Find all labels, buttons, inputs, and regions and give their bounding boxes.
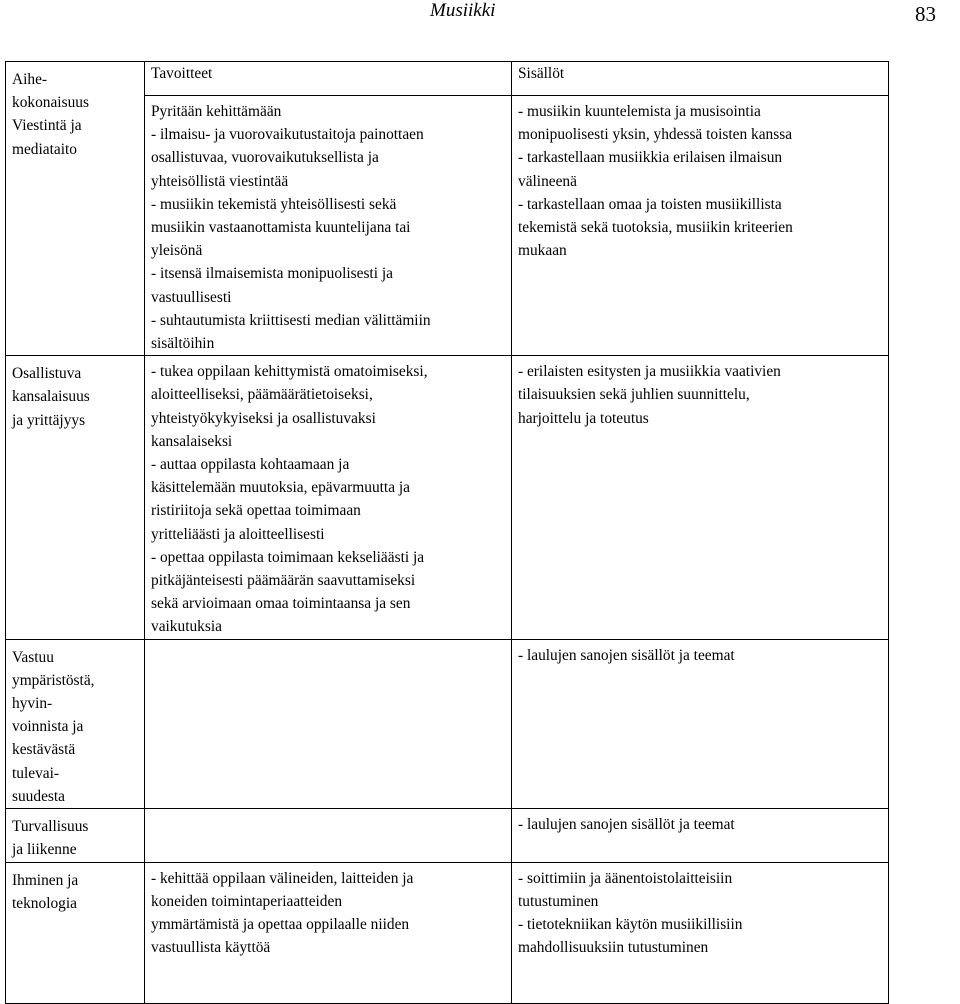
topic-line: tulevai-	[12, 764, 60, 782]
goal-line: vaikutuksia	[151, 618, 222, 636]
topic-line: voinnista ja	[12, 718, 84, 736]
goal-line: - kehittää oppilaan välineiden, laitteiden ja	[151, 869, 414, 887]
contents-cell	[512, 96, 889, 356]
goal-line: - itsensä ilmaisemista monipuolisesti ja	[151, 265, 393, 283]
topic-header-line: kokonaisuus	[12, 94, 89, 112]
page-number: 83	[915, 2, 936, 26]
topic-line: ja yrittäjyys	[12, 411, 86, 429]
content-line: - laulujen sanojen sisällöt ja teemat	[518, 816, 735, 834]
content-line: - laulujen sanojen sisällöt ja teemat	[518, 646, 735, 664]
content-line: - tarkastellaan omaa ja toisten musiikillista	[518, 195, 782, 213]
goal-line: - auttaa oppilasta kohtaamaan ja	[151, 456, 350, 474]
content-line: - tietotekniikan käytön musiikillisiin	[518, 915, 743, 933]
goal-line: pitkäjänteisesti päämäärän saavuttamiseksi	[151, 572, 416, 590]
topic-header-line: mediataito	[12, 140, 77, 158]
topic-line: Osallistuva	[12, 365, 82, 383]
table-row	[6, 809, 889, 862]
topic-line: Turvallisuus	[12, 818, 89, 836]
goal-line: musiikin vastaanottamista kuuntelijana tai	[151, 219, 411, 237]
goal-line: yritteliäästi ja aloitteellisesti	[151, 525, 325, 543]
topic-header-cell	[6, 62, 145, 356]
table-row	[6, 356, 889, 639]
goals-cell	[145, 356, 512, 639]
content-line: tilaisuuksien sekä juhlien suunnittelu,	[518, 386, 750, 404]
topic-cell	[6, 356, 145, 639]
content-line: mukaan	[518, 242, 567, 260]
content-line: tutustuminen	[518, 892, 599, 910]
topic-cell	[6, 809, 145, 862]
content-line: - erilaisten esitysten ja musiikkia vaativien	[518, 363, 781, 381]
topic-line: Vastuu	[12, 648, 54, 666]
running-title: Musiikki	[430, 0, 496, 21]
topic-line: kestävästä	[12, 741, 76, 759]
topic-header-line: Viestintä ja	[12, 117, 82, 135]
goal-line: vastuullista käyttöä	[151, 939, 271, 957]
topic-cell	[6, 639, 145, 808]
goal-line: ymmärtämistä ja opettaa oppilaalle niiden	[151, 915, 410, 933]
goal-line: aloitteelliseksi, päämäärätietoiseksi,	[151, 386, 373, 404]
topic-line: Ihminen ja	[12, 871, 79, 889]
goals-cell	[145, 862, 512, 1003]
goals-cell	[145, 96, 512, 356]
topic-line: hyvin-	[12, 695, 53, 713]
content-line: välineenä	[518, 172, 577, 190]
content-line: - soittimiin ja äänentoistolaitteisiin	[518, 869, 733, 887]
goal-line: osallistuvaa, vuorovaikutuksellista ja	[151, 149, 379, 167]
table-row	[6, 862, 889, 1003]
goal-line: koneiden toimintaperiaatteiden	[151, 892, 343, 910]
contents-cell	[512, 862, 889, 1003]
goal-line: kansalaiseksi	[151, 432, 233, 450]
goal-line: sisältöihin	[151, 335, 215, 353]
contents-cell	[512, 809, 889, 862]
table-row	[6, 639, 889, 808]
topic-line: ja liikenne	[12, 841, 77, 859]
table-header-row	[6, 62, 889, 96]
topic-line: teknologia	[12, 894, 77, 912]
goal-line: sekä arvioimaan omaa toimintaansa ja sen	[151, 595, 411, 613]
topic-line: ympäristöstä,	[12, 671, 95, 689]
contents-cell	[512, 639, 889, 808]
topic-header-line: Aihe-	[12, 71, 48, 88]
content-line: monipuolisesti yksin, yhdessä toisten kanssa	[518, 126, 793, 144]
goals-header: Tavoitteet	[145, 62, 512, 96]
goals-cell	[145, 809, 512, 862]
topic-line: kansalaisuus	[12, 388, 90, 406]
goal-line: - ilmaisu- ja vuorovaikutustaitoja painottaen	[151, 126, 424, 144]
content-line: harjoittelu ja toteutus	[518, 409, 649, 427]
goal-line: Pyritään kehittämään	[151, 103, 282, 120]
goal-line: vastuullisesti	[151, 288, 232, 306]
contents-cell	[512, 356, 889, 639]
page-header	[0, 0, 960, 40]
curriculum-table	[5, 61, 889, 1004]
goal-line: käsittelemään muutoksia, epävarmuutta ja	[151, 479, 410, 497]
goal-line: - musiikin tekemistä yhteisöllisesti sekä	[151, 195, 397, 213]
goal-line: yleisönä	[151, 242, 203, 260]
content-line: - musiikin kuuntelemista ja musisointia	[518, 103, 761, 120]
goal-line: yhteistyökykyiseksi ja osallistuvaksi	[151, 409, 376, 427]
goal-line: yhteisöllistä viestintää	[151, 172, 289, 190]
contents-header: Sisällöt	[512, 62, 889, 96]
content-line: - tarkastellaan musiikkia erilaisen ilmaisun	[518, 149, 783, 167]
topic-line: suudesta	[12, 787, 66, 805]
goals-cell	[145, 639, 512, 808]
goal-line: - suhtautumista kriittisesti median välittämiin	[151, 311, 431, 329]
goal-line: - tukea oppilaan kehittymistä omatoimiseksi,	[151, 363, 428, 381]
content-line: tekemistä sekä tuotoksia, musiikin kriteerien	[518, 219, 793, 237]
goal-line: ristiriitoja sekä opettaa toimimaan	[151, 502, 361, 520]
goal-line: - opettaa oppilasta toimimaan kekseliäästi ja	[151, 548, 425, 566]
content-line: mahdollisuuksiin tutustuminen	[518, 939, 709, 957]
table-body	[6, 62, 889, 1004]
topic-cell	[6, 862, 145, 1003]
